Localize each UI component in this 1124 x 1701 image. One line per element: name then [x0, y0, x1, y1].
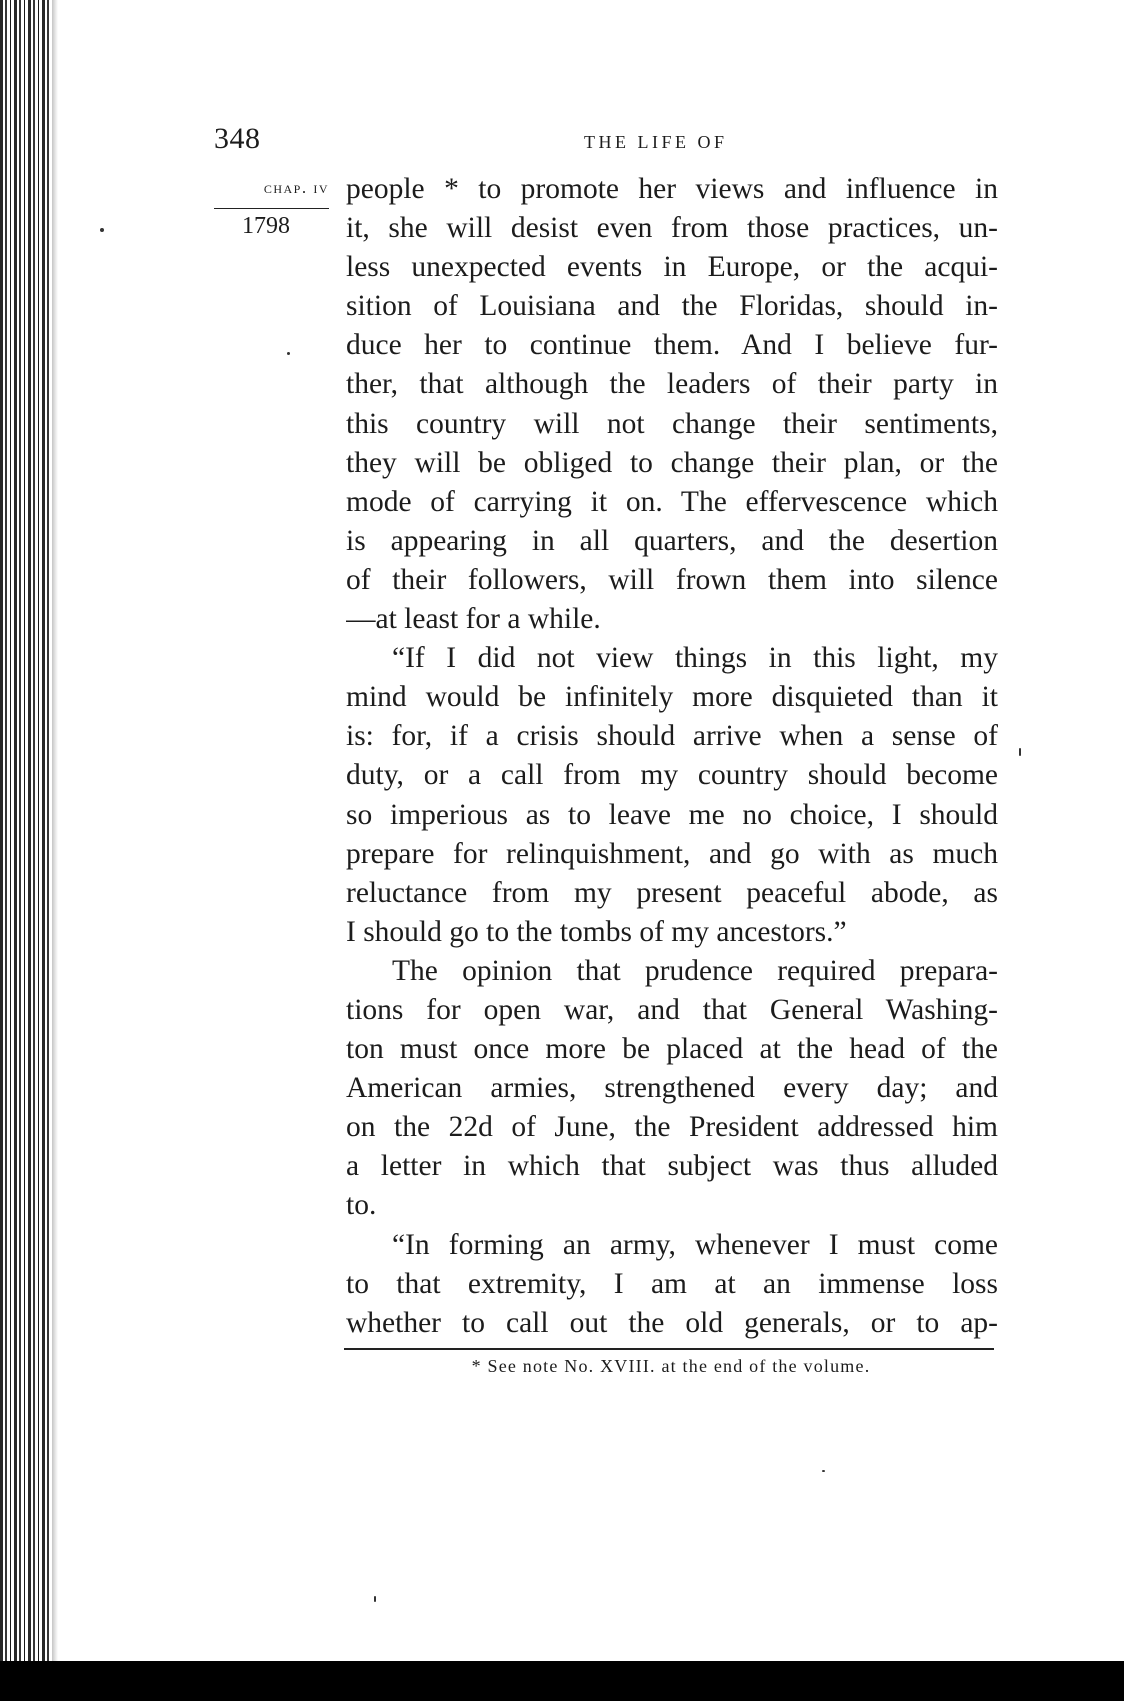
text-line: sition of Louisiana and the Floridas, should in-: [346, 290, 998, 323]
text-line: it, she will desist even from those practices, un-: [346, 212, 998, 245]
book-binding-edge: [0, 0, 52, 1701]
footnote: * See note No. XVIII. at the end of the volume.: [471, 1356, 871, 1376]
text-line: people * to promote her views and influence in: [346, 173, 998, 205]
scan-speck: [822, 1470, 825, 1472]
paragraph-4: [346, 1226, 998, 1343]
scan-speck: [100, 228, 104, 232]
text-line: to.: [346, 1189, 377, 1222]
scan-speck: [1019, 748, 1021, 756]
text-line: reluctance from my present peaceful abode, as: [346, 876, 998, 909]
running-head: [214, 122, 994, 162]
text-line: prepare for relinquishment, and go with as much: [346, 837, 998, 870]
margin-notes: [214, 178, 329, 240]
scan-speck: [287, 352, 290, 355]
text-line: on the 22d of June, the President addressed him: [346, 1111, 998, 1144]
text-line: duce her to continue them. And I believe fur-: [346, 329, 998, 362]
year-label: 1798: [242, 213, 290, 239]
text-line: mind would be infinitely more disquieted than it: [346, 681, 998, 714]
text-line: The opinion that prudence required prepara-: [392, 954, 998, 987]
text-line: they will be obliged to change their plan, or the: [346, 446, 998, 479]
text-line: so imperious as to leave me no choice, I should: [346, 798, 998, 831]
text-line: to that extremity, I am at an immense loss: [346, 1267, 998, 1300]
text-line: “In forming an army, whenever I must come: [392, 1228, 998, 1261]
text-line: a letter in which that subject was thus alluded: [346, 1150, 998, 1183]
text-line: duty, or a call from my country should become: [346, 759, 998, 792]
paragraph-3: [346, 952, 998, 1226]
text-line: of their followers, will frown them into silence: [346, 563, 998, 596]
text-line: mode of carrying it on. The effervescence which: [346, 485, 998, 518]
scan-speck: [374, 1596, 376, 1602]
text-line: “If I did not view things in this light, my: [392, 642, 998, 675]
paragraph-2: [346, 639, 998, 952]
page-number: 348: [214, 122, 261, 155]
body-text: [346, 170, 998, 1343]
paragraph-1: [346, 170, 998, 639]
text-line: is appearing in all quarters, and the desertion: [346, 524, 998, 557]
text-line: ther, that although the leaders of their party in: [346, 368, 998, 401]
text-line: tions for open war, and that General Washing-: [346, 993, 998, 1026]
text-line: I should go to the tombs of my ancestors.”: [346, 915, 847, 948]
chapter-label: chap. iv: [214, 178, 329, 209]
text-line: this country will not change their sentiments,: [346, 407, 998, 440]
scan-bottom-shadow: [0, 1661, 1124, 1701]
running-head-title: THE LIFE OF: [584, 132, 728, 152]
text-line: ton must once more be placed at the head of the: [346, 1033, 998, 1066]
text-line: whether to call out the old generals, or to ap-: [346, 1306, 998, 1339]
text-line: is: for, if a crisis should arrive when a sense of: [346, 720, 998, 753]
text-line: American armies, strengthened every day; and: [346, 1072, 998, 1105]
footnote-rule: [344, 1348, 994, 1350]
text-line: less unexpected events in Europe, or the acqui-: [346, 251, 998, 284]
text-line: —at least for a while.: [346, 603, 601, 636]
